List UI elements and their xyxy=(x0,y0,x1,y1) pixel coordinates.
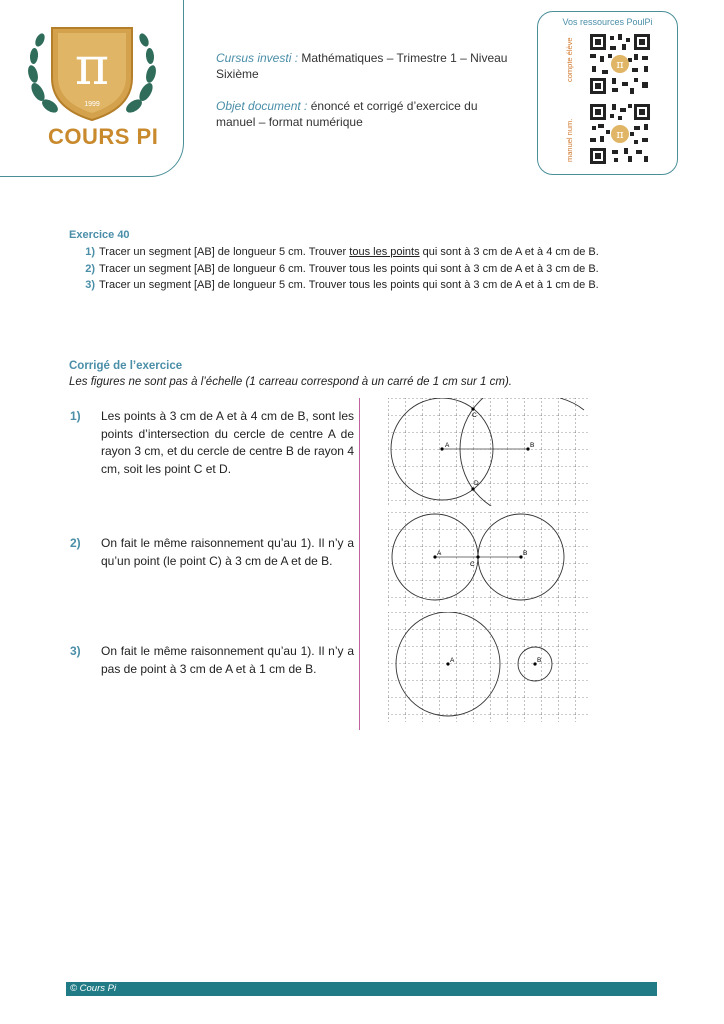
answer-text: On fait le même raisonnement qu’au 1). Il n’y a pas de point à 3 cm de A et à 1 cm de B. xyxy=(101,644,354,676)
resources-title: Vos ressources PoulPi xyxy=(562,17,653,27)
label-d: D xyxy=(474,480,479,487)
item-number: 2) xyxy=(85,262,95,275)
label-c: C xyxy=(470,561,475,568)
answer-number: 2) xyxy=(70,536,81,550)
qr-code-icon[interactable] xyxy=(588,102,652,166)
item-number: 3) xyxy=(85,279,95,291)
answer-3 xyxy=(70,643,354,678)
label-b: B xyxy=(530,442,535,449)
label-b: B xyxy=(537,657,542,664)
cursus-value: Mathématiques – Trimestre 1 – Niveau Sixième xyxy=(216,51,508,81)
resources-label-manual: manuel num. xyxy=(565,118,574,162)
answer-text: Les points à 3 cm de A et à 4 cm de B, sont les points d’intersection du cercle de centre A de rayon 3 cm, et du cercle de centre B de rayon 4 cm, soit les point C et D. xyxy=(101,409,354,476)
objet-value: énoncé et corrigé d’exercice du manuel – format numérique xyxy=(216,99,478,129)
exercise-item xyxy=(75,279,599,296)
exercise-title: Exercice 40 xyxy=(69,229,130,241)
footer-text: © Cours Pi xyxy=(70,983,117,994)
cours-pi-logo xyxy=(26,22,158,122)
svg-text:π: π xyxy=(616,58,624,71)
answer-1 xyxy=(70,408,354,478)
svg-text:1999: 1999 xyxy=(84,101,100,108)
label-b: B xyxy=(523,550,528,557)
answer-text: On fait le même raisonnement qu’au 1). Il n’y a qu’un point (le point C) à 3 cm de A et de B. xyxy=(101,536,354,568)
item-text: Tracer un segment [AB] de longueur 5 cm. Trouver tous les points qui sont à 3 cm de A et à 1 cm de B. xyxy=(99,279,599,291)
point-c xyxy=(476,555,479,558)
figure-2 xyxy=(388,512,588,606)
qr-code-icon[interactable] xyxy=(588,32,652,96)
item-text-end: qui sont à 3 cm de A et à 4 cm de B. xyxy=(419,246,599,258)
item-number: 1) xyxy=(85,246,95,258)
logo-frame xyxy=(0,0,184,177)
point-c xyxy=(471,407,474,410)
answer-2 xyxy=(70,535,354,570)
item-text: Tracer un segment [AB] de longueur 5 cm. Trouver xyxy=(99,246,350,258)
label-a: A xyxy=(445,442,450,449)
figure-1 xyxy=(388,398,588,506)
answer-number: 3) xyxy=(70,644,81,658)
correction-title: Corrigé de l’exercice xyxy=(69,360,183,372)
point-d xyxy=(471,487,474,490)
point-a xyxy=(440,447,443,450)
exercise-item xyxy=(75,246,599,263)
divider-line xyxy=(359,398,360,730)
answer-number: 1) xyxy=(70,409,81,423)
label-c: C xyxy=(472,412,477,419)
resources-label-student: compte élève xyxy=(565,37,574,82)
svg-text:π: π xyxy=(74,37,110,97)
correction-subtitle: Les figures ne sont pas à l’échelle (1 carreau correspond à un carré de 1 cm sur 1 cm). xyxy=(69,376,512,388)
exercise-list xyxy=(75,246,599,296)
cursus-label: Cursus investi : xyxy=(216,51,299,65)
resources-panel xyxy=(537,11,678,175)
svg-text:π: π xyxy=(616,128,624,141)
logo-text: COURS PI xyxy=(48,124,159,149)
exercise-item xyxy=(75,263,599,280)
label-a: A xyxy=(437,550,442,557)
item-text: Tracer un segment [AB] de longueur 6 cm. Trouver tous les points qui sont à 3 cm de A et à 3 cm de B. xyxy=(99,262,599,275)
objet-label: Objet document : xyxy=(216,99,308,113)
label-a: A xyxy=(450,657,455,664)
objet-line xyxy=(216,98,516,130)
document-meta xyxy=(216,50,516,146)
figure-3 xyxy=(388,612,588,722)
item-underlined: tous les points xyxy=(349,246,420,258)
footer-bar xyxy=(66,982,657,996)
cursus-line xyxy=(216,50,516,82)
